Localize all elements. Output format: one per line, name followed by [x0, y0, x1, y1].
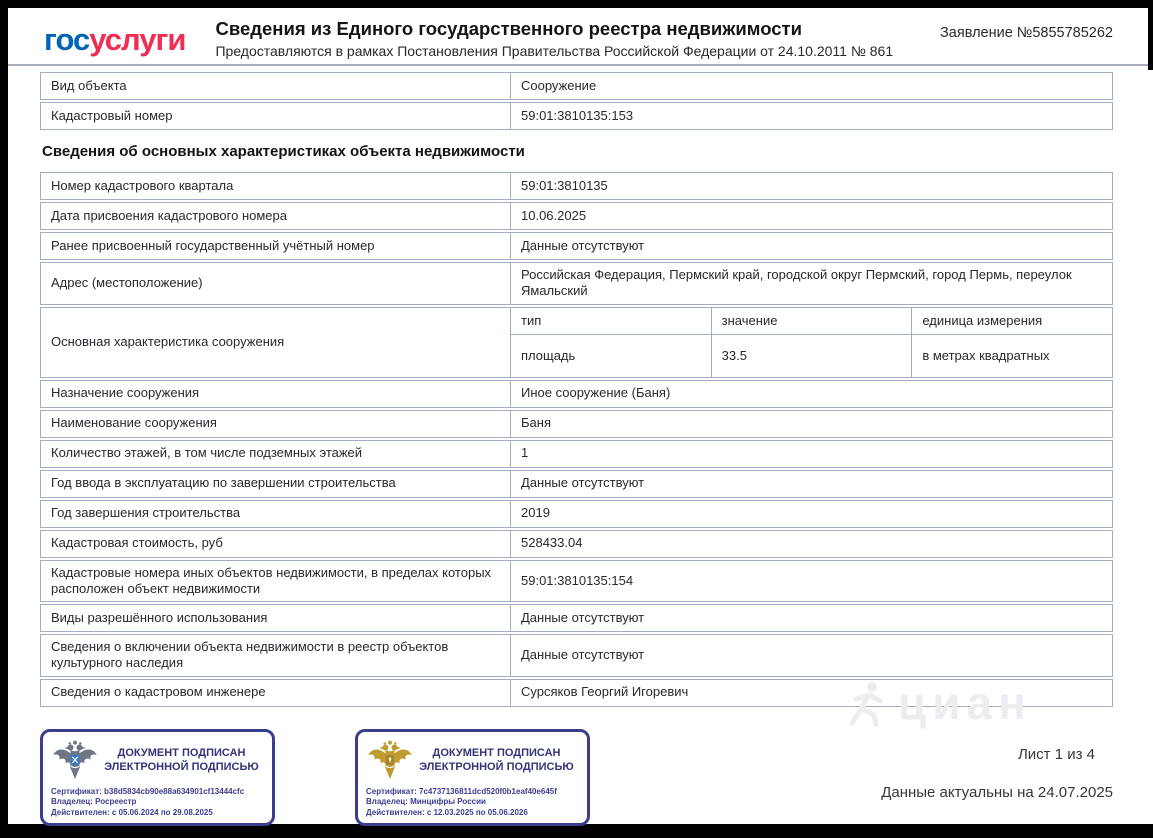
characteristic-grid [511, 308, 1112, 377]
stamp-validity-line: Действителен: с 12.03.2025 по 05.06.2026 [366, 807, 528, 817]
cian-person-icon [846, 679, 888, 727]
table-row [40, 634, 1113, 677]
table-row-address [40, 262, 1113, 305]
stamp-validity-line: Действителен: с 05.06.2024 по 29.08.2025 [51, 807, 213, 817]
document-page [8, 8, 1153, 824]
row-value: 528433.04 [521, 535, 583, 551]
stamp-details [51, 787, 264, 819]
russia-coat-of-arms-icon [366, 738, 414, 784]
document-header [8, 8, 1153, 62]
main-characteristics-table [40, 172, 1113, 707]
row-value: 10.06.2025 [521, 207, 587, 223]
row-value: Сурсяков Георгий Игоревич [521, 684, 689, 700]
row-label: Год завершения строительства [41, 501, 511, 527]
row-value: 59:01:3810135 [521, 177, 608, 193]
characteristic-col-header: единица измерения [911, 308, 1112, 334]
table-row [40, 102, 1113, 130]
stamp-details [366, 787, 579, 819]
object-summary-table [40, 72, 1113, 130]
row-value: 59:01:3810135:154 [521, 572, 634, 588]
table-row [40, 500, 1113, 528]
row-value: Данные отсутствуют [521, 609, 645, 625]
row-label: Кадастровые номера иных объектов недвижимости, в пределах которых расположен объект недвижимости [41, 561, 511, 602]
signature-stamp-rosreestr [40, 729, 275, 826]
row-value: Данные отсутствуют [521, 647, 645, 663]
row-label: Основная характеристика сооружения [41, 308, 511, 377]
sheet-number: Лист 1 из 4 [1017, 746, 1095, 763]
stamp-title: ДОКУМЕНТ ПОДПИСАН ЭЛЕКТРОННОЙ ПОДПИСЬЮ [419, 747, 574, 773]
row-label: Назначение сооружения [41, 381, 511, 407]
row-label: Количество этажей, в том числе подземных этажей [41, 441, 511, 467]
row-value: 59:01:3810135:153 [521, 107, 634, 123]
row-value: 1 [521, 445, 529, 461]
rosreestr-eagle-icon [51, 738, 99, 784]
table-row [40, 72, 1113, 100]
row-label: Адрес (местоположение) [41, 263, 511, 304]
row-value: Баня [521, 415, 551, 431]
row-label: Кадастровый номер [41, 103, 511, 129]
row-label: Ранее присвоенный государственный учётный номер [41, 233, 511, 259]
table-row [40, 410, 1113, 438]
logo-text-red: услуги [89, 22, 186, 57]
characteristic-value-row [511, 335, 1112, 377]
row-value: Данные отсутствуют [521, 237, 645, 253]
characteristic-col-header: значение [711, 308, 912, 334]
screenshot-edge-artifact [1148, 0, 1153, 70]
cian-watermark [846, 676, 1032, 730]
characteristic-type: площадь [521, 348, 576, 363]
stamp-certificate-line: Сертификат: 7c4737136811dcd520f0b1eaf40e645f [366, 786, 557, 796]
section-title: Сведения об основных характеристиках объекта недвижимости [42, 143, 525, 160]
gosuslugi-logo [44, 22, 185, 58]
row-label: Номер кадастрового квартала [41, 173, 511, 199]
table-row [40, 604, 1113, 632]
table-row [40, 202, 1113, 230]
characteristic-unit: в метрах квадратных [911, 335, 1112, 377]
document-subtitle: Предоставляются в рамках Постановления Правительства Российской Федерации от 24.10.2011 № 861 [215, 43, 894, 60]
header-title-block [215, 18, 940, 59]
cian-watermark-text: циан [898, 677, 1032, 729]
stamp-certificate-line: Сертификат: b38d5834cb90e88a634901cf13444cfc [51, 786, 245, 796]
table-row [40, 232, 1113, 260]
characteristic-col-header: тип [521, 313, 542, 328]
table-row [40, 530, 1113, 558]
row-label: Вид объекта [41, 73, 511, 99]
row-value: 2019 [521, 505, 550, 521]
table-row-main-characteristic [40, 307, 1113, 378]
row-value: Иное сооружение (Баня) [521, 385, 671, 401]
row-label: Виды разрешённого использования [41, 605, 511, 631]
table-row [40, 470, 1113, 498]
row-label: Сведения о кадастровом инженере [41, 680, 511, 706]
table-row [40, 440, 1113, 468]
row-label: Кадастровая стоимость, руб [41, 531, 511, 557]
table-row [40, 172, 1113, 200]
table-row [40, 380, 1113, 408]
stamp-owner-line: Владелец: Росреестр [51, 797, 137, 807]
row-value: Сооружение [521, 77, 597, 93]
application-number: Заявление №5855785262 [940, 25, 1113, 41]
row-value: Российская Федерация, Пермский край, городской округ Пермский, город Пермь, переулок Ямальский [521, 267, 1072, 299]
document-title: Сведения из Единого государственного реестра недвижимости [215, 18, 802, 39]
logo-text-blue: гос [44, 22, 90, 57]
signature-stamps [40, 729, 1113, 826]
header-divider [8, 64, 1153, 66]
row-value: Данные отсутствуют [521, 475, 645, 491]
characteristic-value: 33.5 [711, 335, 912, 377]
stamp-owner-line: Владелец: Минцифры России [366, 797, 486, 807]
signature-stamp-mincifry [355, 729, 590, 826]
row-label: Наименование сооружения [41, 411, 511, 437]
table-row [40, 560, 1113, 603]
characteristic-header-row [511, 308, 1112, 335]
row-label: Год ввода в эксплуатацию по завершении строительства [41, 471, 511, 497]
row-label: Сведения о включении объекта недвижимости в реестр объектов культурного наследия [41, 635, 511, 676]
data-actual-date: Данные актуальны на 24.07.2025 [881, 784, 1113, 801]
stamp-title: ДОКУМЕНТ ПОДПИСАН ЭЛЕКТРОННОЙ ПОДПИСЬЮ [104, 747, 259, 773]
row-label: Дата присвоения кадастрового номера [41, 203, 511, 229]
